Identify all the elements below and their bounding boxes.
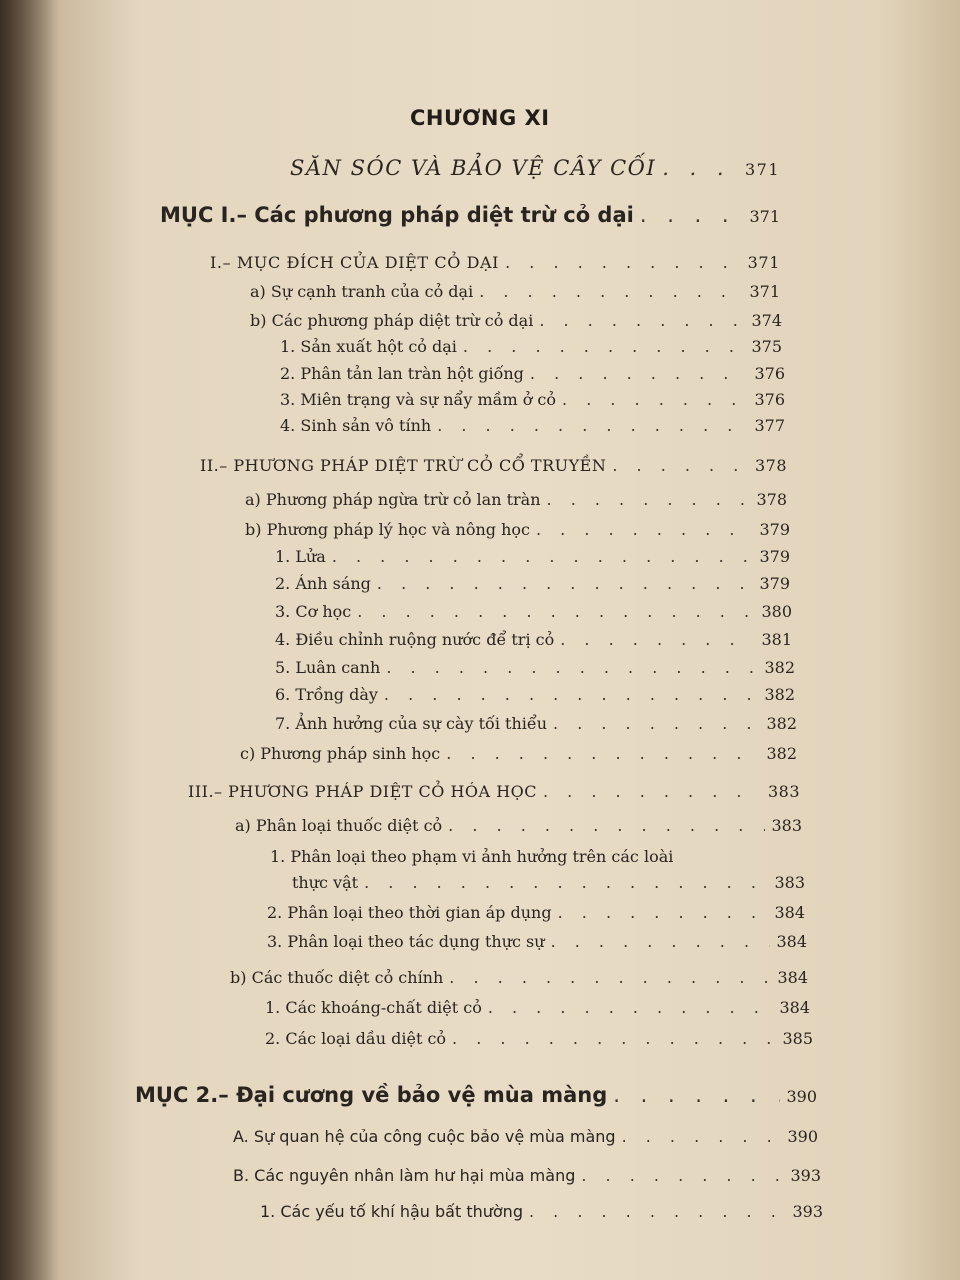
toc-entry bbox=[280, 364, 785, 383]
toc-page-number: 384 bbox=[777, 968, 808, 987]
toc-entry bbox=[275, 547, 790, 566]
toc-entry bbox=[235, 816, 802, 835]
toc-leader bbox=[384, 685, 759, 704]
toc-page-number: 390 bbox=[787, 1127, 818, 1146]
toc-leader bbox=[640, 203, 744, 227]
toc-entry bbox=[267, 932, 807, 951]
toc-entry bbox=[280, 416, 785, 435]
toc-leader bbox=[539, 311, 745, 330]
toc-leader bbox=[543, 782, 762, 801]
toc-entry-text: b) Các phương pháp diệt trừ cỏ dại bbox=[250, 311, 534, 330]
toc-page-number: 371 bbox=[747, 253, 780, 272]
toc-entry bbox=[280, 337, 782, 356]
toc-page-number: 383 bbox=[774, 873, 805, 892]
toc-entry-text: 1. Các yếu tố khí hậu bất thường bbox=[260, 1202, 523, 1221]
toc-leader bbox=[505, 253, 742, 272]
toc-entry-text: 4. Điều chỉnh ruộng nước để trị cỏ bbox=[275, 630, 555, 649]
toc-entry-text: 3. Miên trạng và sự nẩy mầm ở cỏ bbox=[280, 390, 557, 409]
toc-page-number: 371 bbox=[749, 207, 780, 226]
chapter-heading: CHƯƠNG XI bbox=[410, 106, 550, 130]
toc-leader bbox=[529, 1202, 786, 1221]
toc-leader bbox=[612, 456, 749, 475]
toc-entry bbox=[292, 873, 805, 892]
toc-leader bbox=[437, 416, 748, 435]
toc-page-number: 382 bbox=[764, 685, 795, 704]
toc-page-number: 378 bbox=[754, 456, 787, 475]
toc-page-number: 390 bbox=[786, 1087, 817, 1106]
toc-entry-text: 2. Ánh sáng bbox=[275, 574, 371, 593]
toc-page-number: 371 bbox=[749, 282, 780, 301]
toc-leader bbox=[662, 156, 739, 180]
toc-entry-text: MỤC I.– Các phương pháp diệt trừ cỏ dại bbox=[160, 203, 634, 227]
toc-leader bbox=[562, 390, 748, 409]
toc-leader bbox=[452, 1029, 776, 1048]
toc-entry-text: 6. Trồng dày bbox=[275, 685, 378, 704]
toc-entry-text: 1. Sản xuất hột cỏ dại bbox=[280, 337, 457, 356]
toc-entry-text: thực vật bbox=[292, 873, 359, 892]
toc-entry bbox=[265, 1029, 813, 1048]
toc-leader bbox=[558, 903, 769, 922]
toc-page-number: 380 bbox=[761, 602, 792, 621]
toc-page-number: 379 bbox=[759, 574, 790, 593]
toc-entry-text: a) Sự cạnh tranh của cỏ dại bbox=[250, 282, 474, 301]
toc-page-number: 382 bbox=[766, 744, 797, 763]
toc-entry-text: 3. Phân loại theo tác dụng thực sự bbox=[267, 932, 545, 951]
toc-page-number: 382 bbox=[764, 658, 795, 677]
toc-entry-text: 2. Các loại dầu diệt cỏ bbox=[265, 1029, 447, 1048]
toc-page-number: 371 bbox=[744, 160, 780, 179]
toc-entry bbox=[275, 658, 795, 677]
toc-entry-text: A. Sự quan hệ của công cuộc bảo vệ mùa màng bbox=[233, 1127, 616, 1146]
toc-page-number: 381 bbox=[761, 630, 792, 649]
toc-entry-text: MỤC 2.– Đại cương về bảo vệ mùa màng bbox=[135, 1083, 608, 1107]
toc-page-number: 374 bbox=[751, 311, 782, 330]
toc-leader bbox=[479, 282, 743, 301]
toc-entry-text: 3. Cơ học bbox=[275, 602, 352, 621]
toc-page-number: 393 bbox=[792, 1202, 823, 1221]
toc-leader bbox=[560, 630, 755, 649]
toc-entry bbox=[275, 630, 792, 649]
toc-entry-text: 4. Sinh sản vô tính bbox=[280, 416, 432, 435]
toc-entry bbox=[210, 253, 780, 272]
toc-page-number: 383 bbox=[771, 816, 802, 835]
toc-page-number: 376 bbox=[754, 390, 785, 409]
toc-leader bbox=[332, 547, 754, 566]
toc-entry-text: I.– MỤC ĐÍCH CỦA DIỆT CỎ DẠI bbox=[210, 253, 500, 272]
toc-page-number: 375 bbox=[751, 337, 782, 356]
toc-page-number: 377 bbox=[754, 416, 785, 435]
toc-leader bbox=[386, 658, 758, 677]
toc-entry bbox=[265, 998, 810, 1017]
toc-leader bbox=[530, 364, 749, 383]
toc-entry-text: b) Phương pháp lý học và nông học bbox=[245, 520, 530, 539]
toc-entry bbox=[245, 490, 787, 509]
toc-leader bbox=[357, 602, 755, 621]
toc-entry bbox=[188, 782, 800, 801]
toc-entry-text: 2. Phân tản lan tràn hột giống bbox=[280, 364, 524, 383]
toc-entry bbox=[230, 968, 808, 987]
toc-page-number: 384 bbox=[779, 998, 810, 1017]
toc-leader bbox=[551, 932, 771, 951]
toc-page-number: 378 bbox=[756, 490, 787, 509]
toc-section-heading bbox=[135, 1083, 817, 1107]
toc-page-number: 384 bbox=[776, 932, 807, 951]
toc-entry bbox=[250, 311, 782, 330]
toc-leader bbox=[364, 873, 768, 892]
toc-entry-text: 5. Luân canh bbox=[275, 658, 381, 677]
toc-entry-text: B. Các nguyên nhân làm hư hại mùa màng bbox=[233, 1166, 576, 1185]
toc-page-number: 379 bbox=[759, 520, 790, 539]
toc-leader bbox=[553, 714, 760, 733]
toc-entry bbox=[275, 685, 795, 704]
toc-entry-text: 1. Lửa bbox=[275, 547, 326, 566]
toc-entry-text: II.– PHƯƠNG PHÁP DIỆT TRỪ CỎ CỔ TRUYỀN bbox=[200, 456, 607, 475]
toc-entry-text: 1. Phân loại theo phạm vi ảnh hưởng trên các loài bbox=[270, 847, 674, 866]
toc-entry bbox=[250, 282, 780, 301]
toc-leader bbox=[536, 520, 753, 539]
toc-leader bbox=[448, 816, 765, 835]
toc-leader bbox=[449, 968, 771, 987]
toc-entry bbox=[240, 744, 797, 763]
toc-leader bbox=[377, 574, 754, 593]
toc-page-number: 384 bbox=[774, 903, 805, 922]
toc-entry-text: III.– PHƯƠNG PHÁP DIỆT CỎ HÓA HỌC bbox=[188, 782, 537, 801]
toc-entry bbox=[290, 156, 780, 180]
toc-entry bbox=[245, 520, 790, 539]
toc-page-number: 393 bbox=[790, 1166, 821, 1185]
toc-entry-text: b) Các thuốc diệt cỏ chính bbox=[230, 968, 444, 987]
toc-entry bbox=[233, 1127, 818, 1146]
toc-leader bbox=[446, 744, 760, 763]
toc-page-number: 383 bbox=[767, 782, 800, 801]
toc-entry bbox=[267, 903, 805, 922]
toc-entry bbox=[275, 714, 797, 733]
toc-leader bbox=[613, 1083, 780, 1107]
toc-entry bbox=[280, 390, 785, 409]
toc-leader bbox=[488, 998, 774, 1017]
toc-entry-text: 7. Ảnh hưởng của sự cày tối thiểu bbox=[275, 714, 548, 733]
toc-entry-text: SĂN SÓC VÀ BẢO VỆ CÂY CỐI bbox=[290, 156, 657, 180]
toc-page-number: 382 bbox=[766, 714, 797, 733]
toc-section-heading bbox=[160, 203, 780, 227]
toc-entry bbox=[275, 574, 790, 593]
toc-entry bbox=[275, 602, 792, 621]
toc-entry-text: a) Phân loại thuốc diệt cỏ bbox=[235, 816, 443, 835]
toc-page-number: 376 bbox=[754, 364, 785, 383]
toc-page-number: 379 bbox=[759, 547, 790, 566]
toc-leader bbox=[622, 1127, 782, 1146]
toc-leader bbox=[581, 1166, 784, 1185]
toc-page-number: 385 bbox=[782, 1029, 813, 1048]
toc-entry bbox=[200, 456, 787, 475]
toc-leader bbox=[463, 337, 746, 356]
toc-entry-text: c) Phương pháp sinh học bbox=[240, 744, 441, 763]
toc-entry bbox=[233, 1166, 821, 1185]
toc-entry bbox=[260, 1202, 823, 1221]
toc-entry-text: a) Phương pháp ngừa trừ cỏ lan tràn bbox=[245, 490, 541, 509]
toc-leader bbox=[547, 490, 751, 509]
toc-entry-text: 1. Các khoáng-chất diệt cỏ bbox=[265, 998, 482, 1017]
toc-entry-text: 2. Phân loại theo thời gian áp dụng bbox=[267, 903, 552, 922]
